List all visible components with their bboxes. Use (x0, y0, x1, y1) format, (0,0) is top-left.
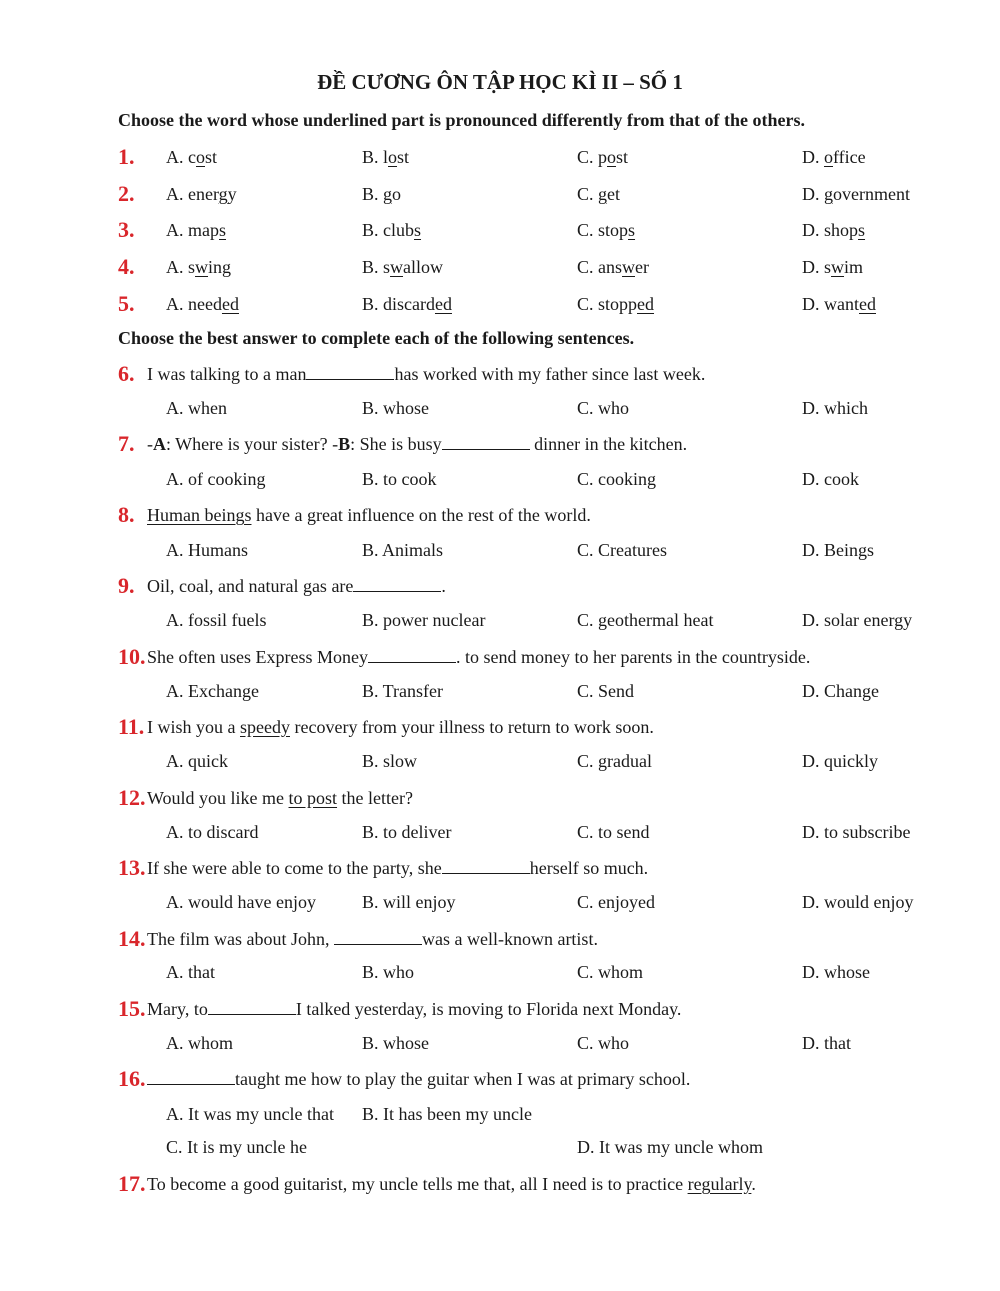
option-c[interactable]: C. It is my uncle he (166, 1137, 307, 1157)
option-d[interactable]: D. which (802, 398, 868, 418)
option-a[interactable]: A. needed (166, 294, 239, 314)
option-d[interactable]: D. wanted (802, 294, 876, 314)
question-number: 13. (118, 855, 146, 880)
question-9 (118, 573, 958, 602)
option-c[interactable]: C. Send (577, 681, 635, 701)
options-6 (118, 398, 958, 424)
question-15 (118, 996, 958, 1025)
option-c[interactable]: C. enjoyed (577, 892, 655, 912)
option-b[interactable]: B. whose (362, 1033, 429, 1053)
question-stem: Oil, coal, and natural gas are . (147, 576, 446, 596)
pronunciation-question-5 (118, 291, 958, 320)
options-16-row1 (118, 1104, 958, 1130)
option-c[interactable]: C. post (577, 147, 629, 167)
section1-instruction: Choose the word whose underlined part is pronounced differently from that of the others. (118, 110, 805, 130)
options-14 (118, 962, 958, 988)
option-c[interactable]: C. whom (577, 962, 644, 982)
option-c[interactable]: C. get (577, 184, 621, 204)
option-c[interactable]: C. answer (577, 257, 649, 277)
options-16-row2 (118, 1137, 958, 1163)
question-8 (118, 502, 958, 531)
option-b[interactable]: B. whose (362, 398, 429, 418)
option-a[interactable]: A. Exchange (166, 681, 259, 701)
question-16 (118, 1066, 958, 1095)
options-12 (118, 822, 958, 848)
option-b[interactable]: B. Transfer (362, 681, 444, 701)
option-a[interactable]: A. quick (166, 751, 228, 771)
question-stem: To become a good guitarist, my uncle tells me that, all I need is to practice regularly. (147, 1174, 756, 1194)
option-d[interactable]: D. Change (802, 681, 879, 701)
question-number: 4. (118, 254, 135, 279)
question-stem: taught me how to play the guitar when I was at primary school. (147, 1069, 690, 1090)
option-d[interactable]: D. swim (802, 257, 864, 277)
option-c[interactable]: C. stopped (577, 294, 655, 314)
option-b[interactable]: B. It has been my uncle (362, 1104, 532, 1124)
question-stem: If she were able to come to the party, she herself so much. (147, 858, 649, 878)
question-14 (118, 926, 958, 955)
question-stem: She often uses Express Money . to send money to her parents in the countryside. (147, 647, 811, 667)
question-number: 7. (118, 431, 135, 456)
question-stem: -A: Where is your sister? -B: She is busy dinner in the kitchen. (147, 434, 688, 454)
option-d[interactable]: D. whose (802, 962, 870, 982)
section2-instruction: Choose the best answer to complete each of the following sentences. (118, 328, 635, 348)
option-a[interactable]: A. maps (166, 220, 227, 240)
option-c[interactable]: C. to send (577, 822, 650, 842)
option-d[interactable]: D. shops (802, 220, 866, 240)
options-10 (118, 681, 958, 707)
question-number: 11. (118, 714, 145, 739)
option-b[interactable]: B. lost (362, 147, 410, 167)
option-d[interactable]: D. office (802, 147, 866, 167)
option-a[interactable]: A. when (166, 398, 227, 418)
option-a[interactable]: A. to discard (166, 822, 259, 842)
question-stem: Mary, to I talked yesterday, is moving to Florida next Monday. (147, 999, 682, 1019)
question-11 (118, 714, 958, 743)
question-number: 6. (118, 361, 135, 386)
question-number: 12. (118, 785, 146, 810)
option-b[interactable]: B. swallow (362, 257, 444, 277)
option-c[interactable]: C. who (577, 1033, 630, 1053)
pronunciation-question-2 (118, 181, 958, 210)
options-13 (118, 892, 958, 918)
option-a[interactable]: A. of cooking (166, 469, 266, 489)
option-b[interactable]: B. will enjoy (362, 892, 456, 912)
question-7 (118, 431, 958, 460)
option-a[interactable]: A. It was my uncle that (166, 1104, 334, 1124)
option-a[interactable]: A. that (166, 962, 215, 982)
option-a[interactable]: A. whom (166, 1033, 233, 1053)
option-b[interactable]: B. go (362, 184, 402, 204)
option-a[interactable]: A. energy (166, 184, 237, 204)
options-9 (118, 610, 958, 636)
option-b[interactable]: B. who (362, 962, 415, 982)
option-a[interactable]: A. Humans (166, 540, 248, 560)
question-number: 1. (118, 144, 135, 169)
option-d[interactable]: D. that (802, 1033, 851, 1053)
options-8 (118, 540, 958, 566)
option-d[interactable]: D. solar energy (802, 610, 913, 630)
question-number: 10. (118, 644, 146, 669)
option-a[interactable]: A. cost (166, 147, 218, 167)
option-b[interactable]: B. to cook (362, 469, 437, 489)
option-a[interactable]: A. swing (166, 257, 232, 277)
page-title: ĐỀ CƯƠNG ÔN TẬP HỌC KÌ II – SỐ 1 (317, 70, 683, 94)
option-c[interactable]: C. geothermal heat (577, 610, 714, 630)
pronunciation-question-1 (118, 144, 958, 173)
option-c[interactable]: C. cooking (577, 469, 656, 489)
option-b[interactable]: B. power nuclear (362, 610, 486, 630)
option-c[interactable]: C. who (577, 398, 630, 418)
option-c[interactable]: C. gradual (577, 751, 652, 771)
option-a[interactable]: A. fossil fuels (166, 610, 267, 630)
option-c[interactable]: C. stops (577, 220, 636, 240)
options-11 (118, 751, 958, 777)
question-number: 8. (118, 502, 135, 527)
option-b[interactable]: B. Animals (362, 540, 444, 560)
option-d[interactable]: D. It was my uncle whom (577, 1137, 763, 1157)
option-d[interactable]: D. quickly (802, 751, 878, 771)
question-number: 3. (118, 217, 135, 242)
question-number: 15. (118, 996, 146, 1021)
options-15 (118, 1033, 958, 1059)
question-17 (118, 1171, 958, 1200)
question-number: 2. (118, 181, 135, 206)
question-6 (118, 361, 958, 390)
option-b[interactable]: B. clubs (362, 220, 422, 240)
option-d[interactable]: D. Beings (802, 540, 874, 560)
question-12 (118, 785, 958, 814)
option-d[interactable]: D. to subscribe (802, 822, 911, 842)
question-10 (118, 644, 958, 673)
options-7 (118, 469, 958, 495)
question-stem: The film was about John, was a well-known artist. (147, 929, 598, 949)
question-number: 16. (118, 1066, 146, 1091)
question-13 (118, 855, 958, 884)
pronunciation-question-4 (118, 254, 958, 283)
question-stem: Would you like me to post the letter? (147, 788, 414, 808)
option-a[interactable]: A. would have enjoy (166, 892, 316, 912)
option-b[interactable]: B. slow (362, 751, 418, 771)
option-d[interactable]: D. would enjoy (802, 892, 914, 912)
pronunciation-question-3 (118, 217, 958, 246)
question-number: 5. (118, 291, 135, 316)
option-b[interactable]: B. to deliver (362, 822, 452, 842)
question-stem: I wish you a speedy recovery from your illness to return to work soon. (147, 717, 654, 737)
question-stem: Human beings have a great influence on the rest of the world. (147, 505, 591, 525)
question-number: 9. (118, 573, 135, 598)
option-d[interactable]: D. cook (802, 469, 859, 489)
question-number: 17. (118, 1171, 146, 1196)
option-d[interactable]: D. government (802, 184, 910, 204)
option-b[interactable]: B. discarded (362, 294, 452, 314)
question-stem: I was talking to a man has worked with my father since last week. (147, 364, 706, 384)
option-c[interactable]: C. Creatures (577, 540, 667, 560)
question-number: 14. (118, 926, 146, 951)
